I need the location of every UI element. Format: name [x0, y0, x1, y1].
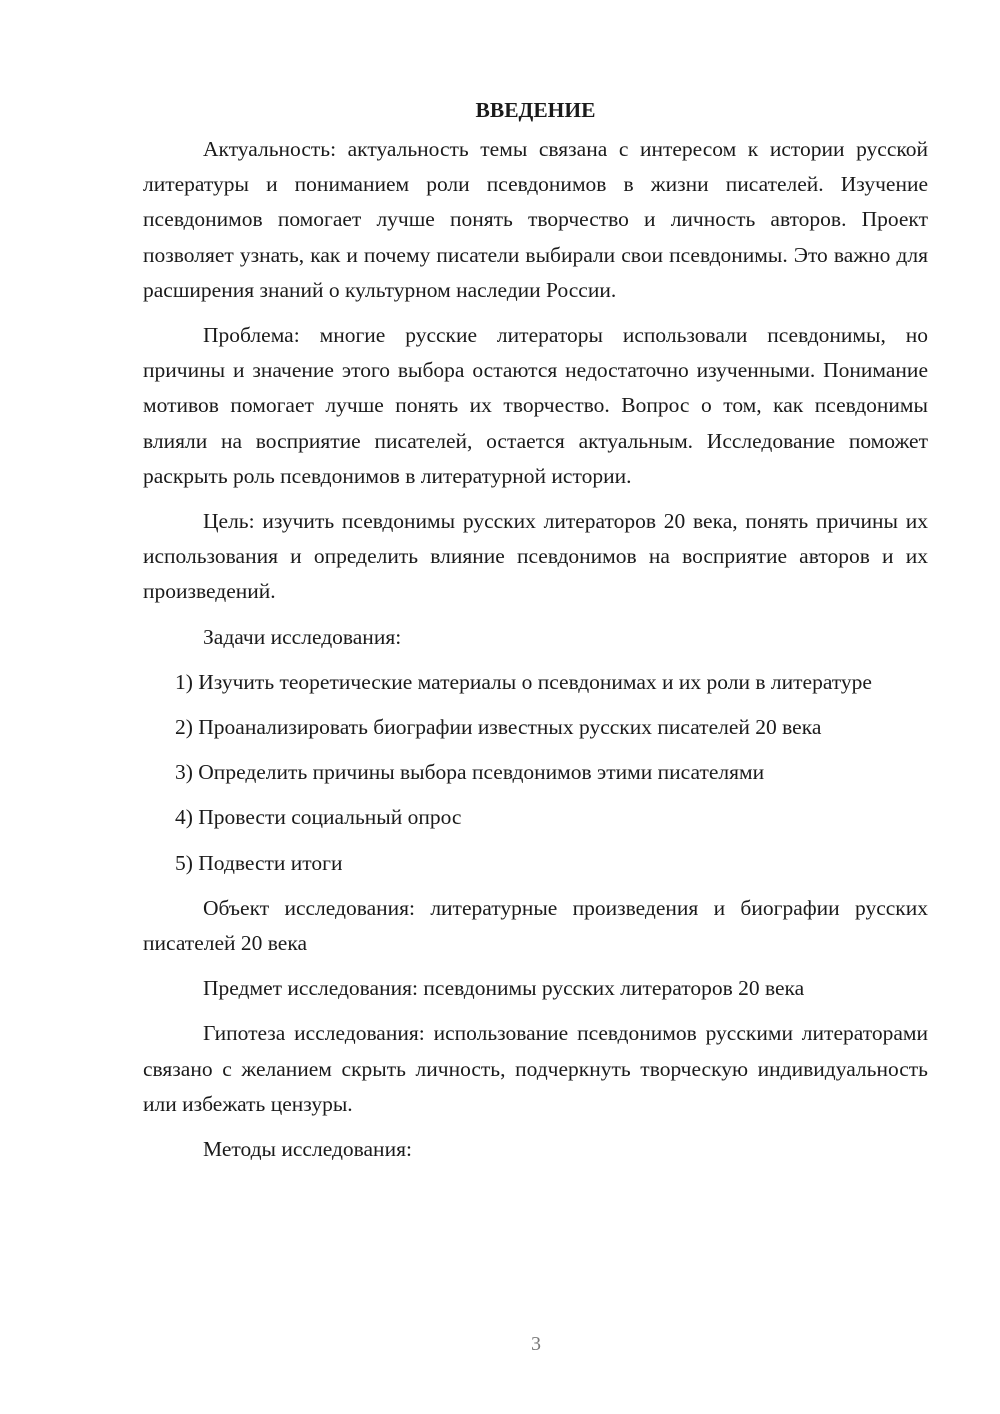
- paragraph-relevance: Актуальность: актуальность темы связана с интересом к истории русской литературы и пониманием роли псевдонимов в жизни писателей. Изучение псевдонимов помогает лучше понять творчество и личность авторов. Проект позволяет узнать, как и почему писатели выбирали свои псевдонимы. Это важно для расширения знаний о культурном наследии России.: [143, 137, 928, 302]
- task-item-5: 5) Подвести итоги: [175, 850, 343, 875]
- paragraph-problem: Проблема: многие русские литераторы использовали псевдонимы, но причины и значение этого выбора остаются недостаточно изученными. Понимание мотивов помогает лучше понять их творчество. Вопрос о том, как псевдонимы влияли на восприятие писателей, остается актуальным. Исследование поможет раскрыть роль псевдонимов в литературной истории.: [143, 323, 928, 488]
- task-item-4: 4) Провести социальный опрос: [175, 805, 462, 830]
- document-page: [143, 92, 928, 1177]
- page-number: 3: [531, 1333, 541, 1355]
- paragraph-object: Объект исследования: литературные произведения и биографии русских писателей 20 века: [143, 895, 928, 956]
- task-item-2: 2) Проанализировать биографии известных русских писателей 20 века: [175, 715, 822, 740]
- paragraph-goal: Цель: изучить псевдонимы русских литераторов 20 века, понять причины их использования и определить влияние псевдонимов на восприятие авторов и их произведений.: [143, 509, 928, 604]
- paragraph-subject: Предмет исследования: псевдонимы русских литераторов 20 века: [203, 976, 805, 1001]
- task-item-3: 3) Определить причины выбора псевдонимов этими писателями: [175, 760, 765, 785]
- task-item-1: 1) Изучить теоретические материалы о псевдонимах и их роли в литературе: [175, 669, 872, 694]
- paragraph-hypothesis: Гипотеза исследования: использование псевдонимов русскими литераторами связано с желанием скрыть личность, подчеркнуть творческую индивидуальность или избежать цензуры.: [143, 1021, 928, 1116]
- methods-heading: Методы исследования:: [203, 1137, 412, 1162]
- tasks-heading: Задачи исследования:: [203, 624, 402, 649]
- section-title: ВВЕДЕНИЕ: [475, 98, 596, 122]
